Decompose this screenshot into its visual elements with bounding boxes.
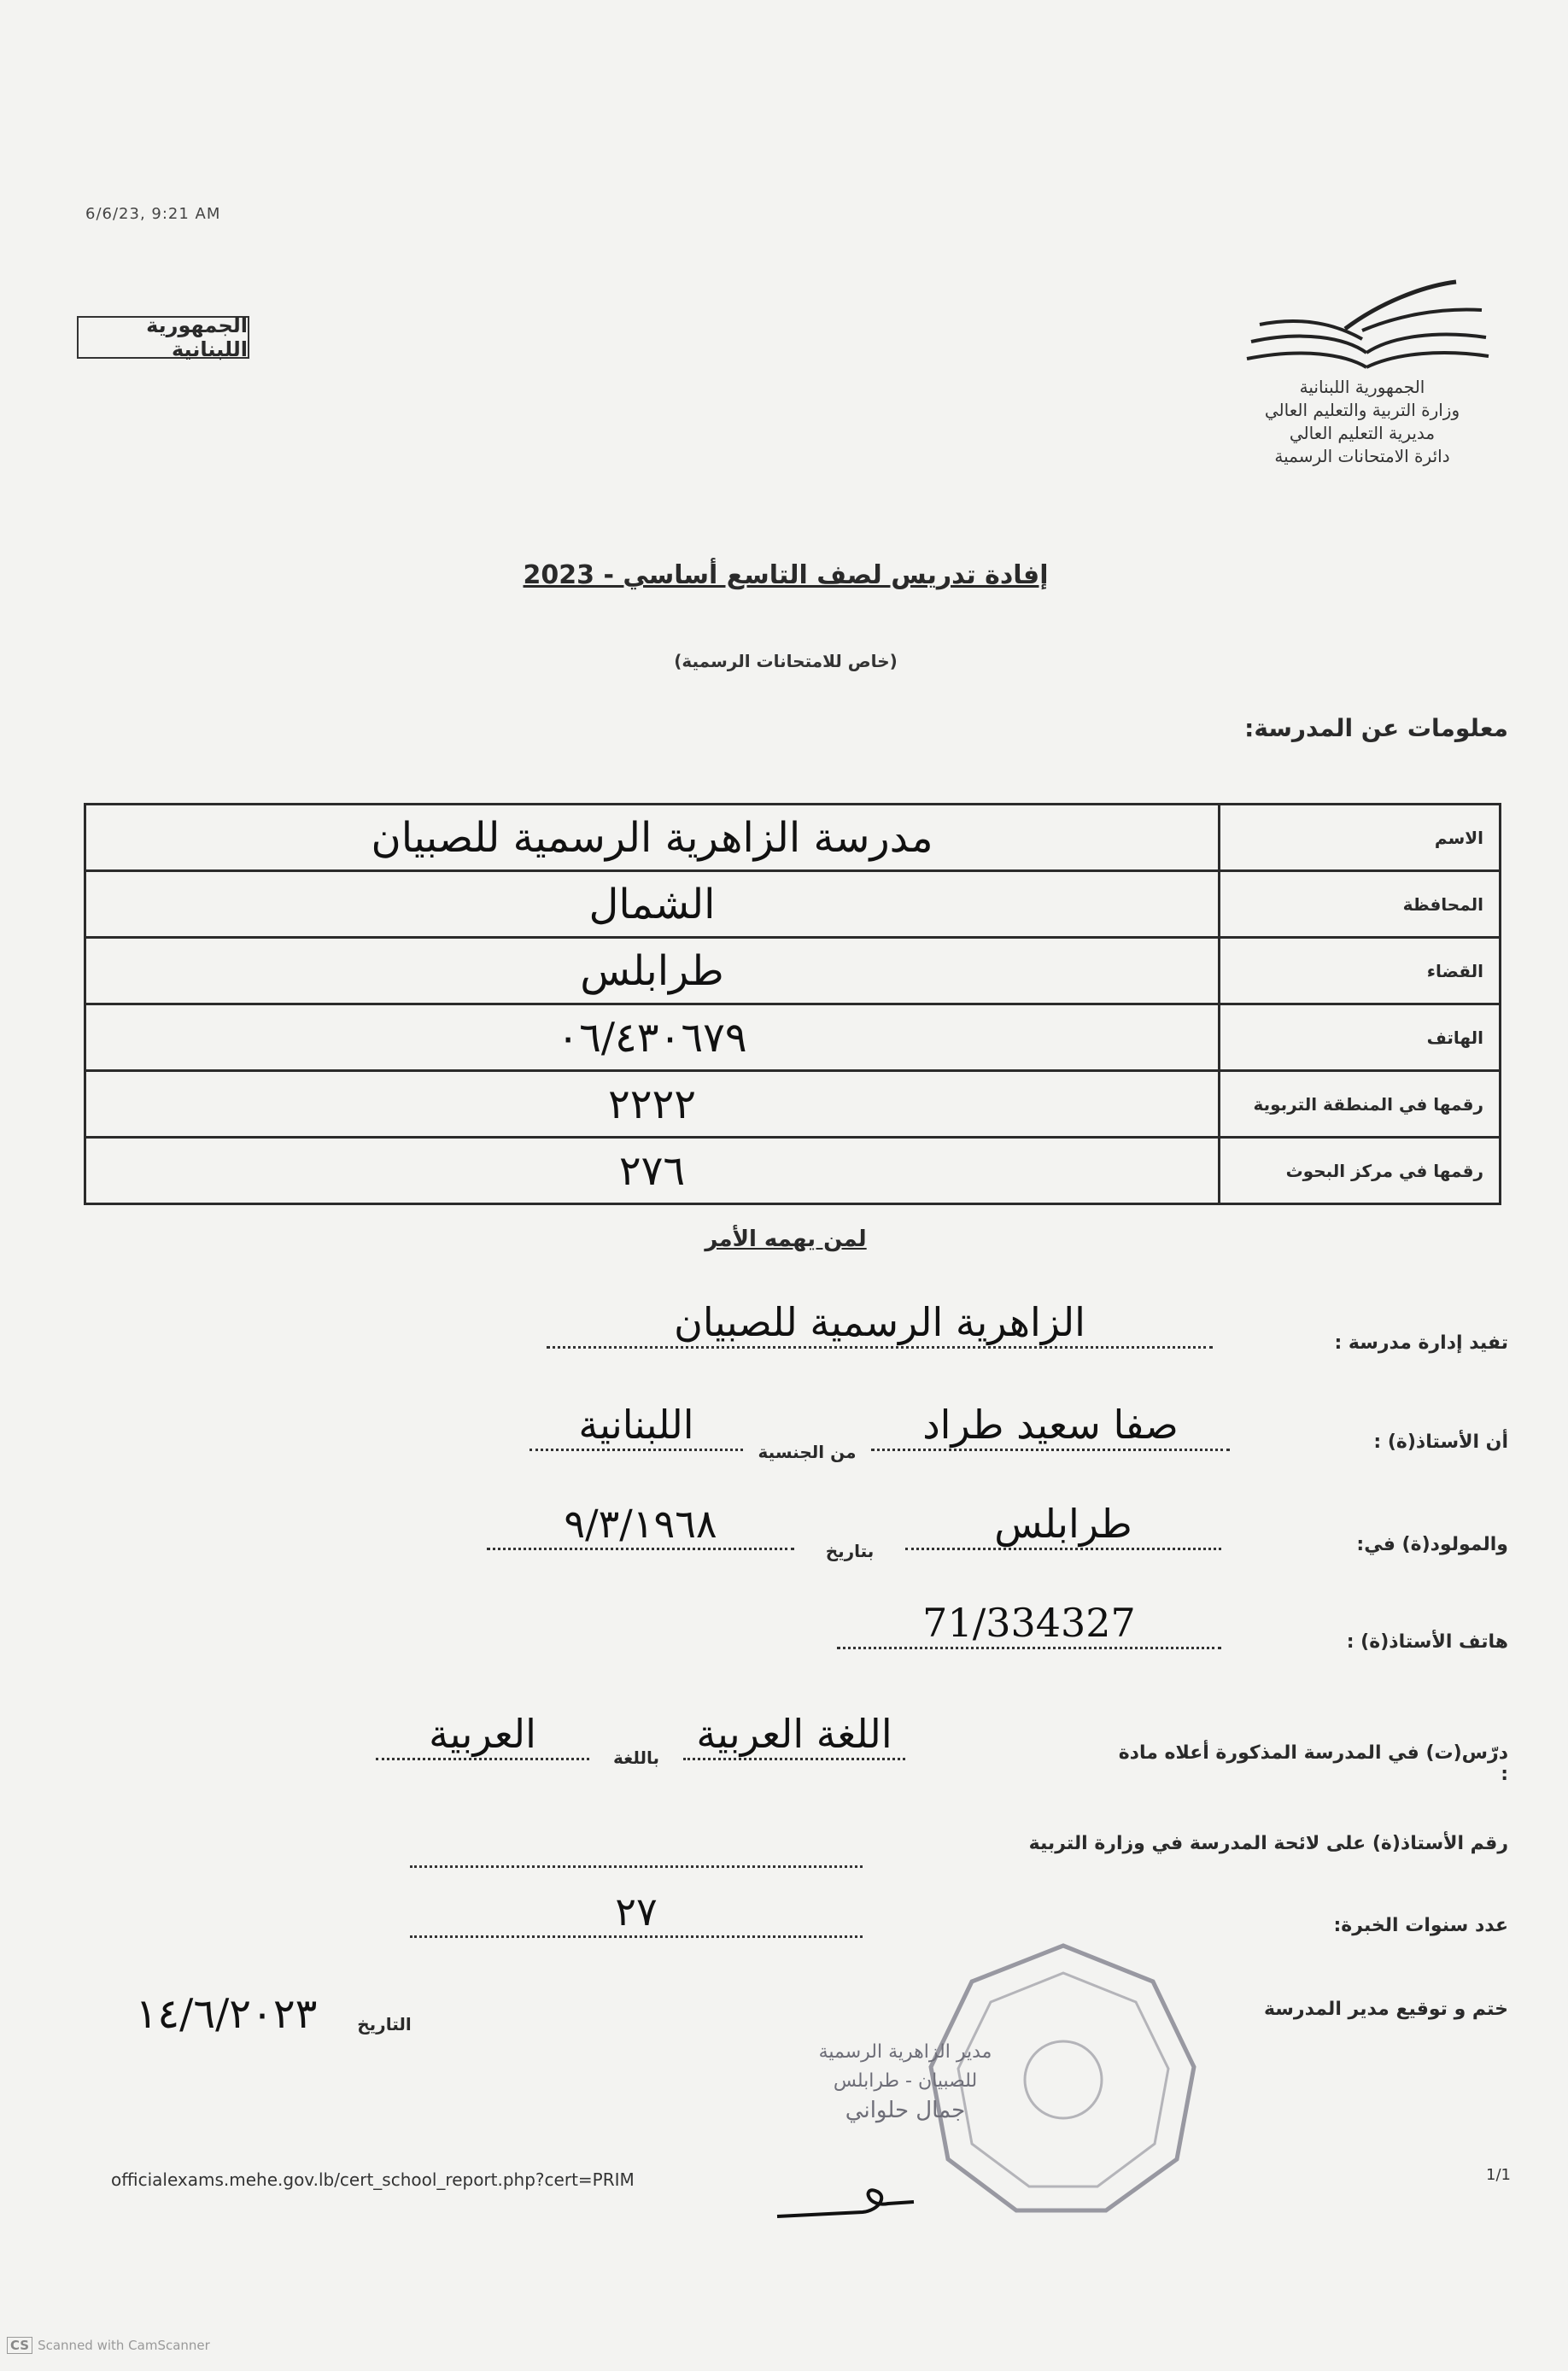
subject-connector: باللغة xyxy=(612,1748,660,1768)
school-value: الزاهرية الرسمية للصبيان xyxy=(547,1298,1213,1349)
date-label: التاريخ xyxy=(357,2014,412,2034)
section-heading: معلومات عن المدرسة: xyxy=(1244,714,1508,742)
phone-label: هاتف الأستاذ(ة) : xyxy=(1346,1631,1508,1653)
principal-signature-label: ختم و توقيع مدير المدرسة xyxy=(1263,1999,1508,2020)
stamp-line: للصبيان - طرابلس xyxy=(833,2070,978,2092)
stamp-text xyxy=(726,2038,1085,2125)
camscanner-icon: CS xyxy=(7,2337,32,2354)
row-value: ٢٢٢٢ xyxy=(85,1071,1220,1138)
table-row xyxy=(85,938,1501,1004)
table-row xyxy=(85,1138,1501,1204)
row-value: الشمال xyxy=(85,871,1220,938)
birth-label: والمولود(ة) في: xyxy=(1356,1534,1508,1555)
birth-date-value: ٩/٣/١٩٦٨ xyxy=(487,1500,794,1550)
row-value: طرابلس xyxy=(85,938,1220,1004)
ministry-header xyxy=(1221,376,1503,468)
table-row xyxy=(85,871,1501,938)
nationality-value: اللبنانية xyxy=(529,1401,743,1451)
subject-label: درّس(ت) في المدرسة المذكورة أعلاه مادة : xyxy=(1118,1742,1508,1785)
row-label: الاسم xyxy=(1220,805,1501,871)
to-whom-it-may-concern: لمن يهمه الأمر xyxy=(705,1226,867,1252)
school-info-table xyxy=(84,803,1501,1205)
birth-date-connector: بتاريخ xyxy=(825,1541,875,1561)
phone-value: 71/334327 xyxy=(837,1599,1221,1649)
nationality-connector: من الجنسية xyxy=(758,1442,857,1462)
row-label: الهاتف xyxy=(1220,1004,1501,1071)
page-number: 1/1 xyxy=(1486,2166,1511,2184)
ministry-line: دائرة الامتحانات الرسمية xyxy=(1274,446,1450,466)
row-value: ٠٦/٤٣٠٦٧٩ xyxy=(85,1004,1220,1071)
experience-value: ٢٧ xyxy=(410,1888,863,1938)
stamp-line: مدير الزاهرية الرسمية xyxy=(818,2041,992,2063)
document-title: إفادة تدريس لصف التاسع أساسي - 2023 xyxy=(523,560,1049,590)
birth-place-value: طرابلس xyxy=(905,1500,1221,1550)
print-timestamp: 6/6/23, 9:21 AM xyxy=(85,205,221,223)
stamp-name: جمال حلواني xyxy=(845,2098,966,2123)
register-number-value xyxy=(410,1818,863,1868)
row-value: ٢٧٦ xyxy=(85,1138,1220,1204)
table-row xyxy=(85,805,1501,871)
subject-value: اللغة العربية xyxy=(683,1710,905,1760)
scanner-watermark xyxy=(7,2337,210,2354)
ministry-line: مديرية التعليم العالي xyxy=(1289,423,1436,443)
republic-badge: الجمهورية اللبنانية xyxy=(77,316,249,359)
ministry-line: الجمهورية اللبنانية xyxy=(1299,377,1425,397)
school-label: تفيد إدارة مدرسة : xyxy=(1334,1332,1508,1354)
table-row xyxy=(85,1004,1501,1071)
table-row xyxy=(85,1071,1501,1138)
principal-signature-icon xyxy=(769,2169,939,2229)
subject-language-value: العربية xyxy=(376,1710,589,1760)
scanner-text: Scanned with CamScanner xyxy=(38,2338,210,2353)
row-label: رقمها في مركز البحوث xyxy=(1220,1138,1501,1204)
document-subtitle: (خاص للامتحانات الرسمية) xyxy=(674,651,898,671)
row-label: رقمها في المنطقة التربوية xyxy=(1220,1071,1501,1138)
teacher-value: صفا سعيد طراد xyxy=(871,1401,1230,1451)
register-number-label: رقم الأستاذ(ة) على لائحة المدرسة في وزارة التربية xyxy=(1028,1833,1508,1854)
row-label: القضاء xyxy=(1220,938,1501,1004)
row-label: المحافظة xyxy=(1220,871,1501,938)
ministry-logo-icon xyxy=(1243,278,1490,372)
teacher-label: أن الأستاذ(ة) : xyxy=(1373,1431,1508,1453)
row-value: مدرسة الزاهرية الرسمية للصبيان xyxy=(85,805,1220,871)
experience-label: عدد سنوات الخبرة: xyxy=(1333,1915,1508,1936)
date-value: ١٤/٦/٢٠٢٣ xyxy=(135,1990,318,2038)
footer-url: officialexams.mehe.gov.lb/cert_school_report.php?cert=PRIM xyxy=(111,2169,635,2190)
ministry-line: وزارة التربية والتعليم العالي xyxy=(1264,400,1460,420)
